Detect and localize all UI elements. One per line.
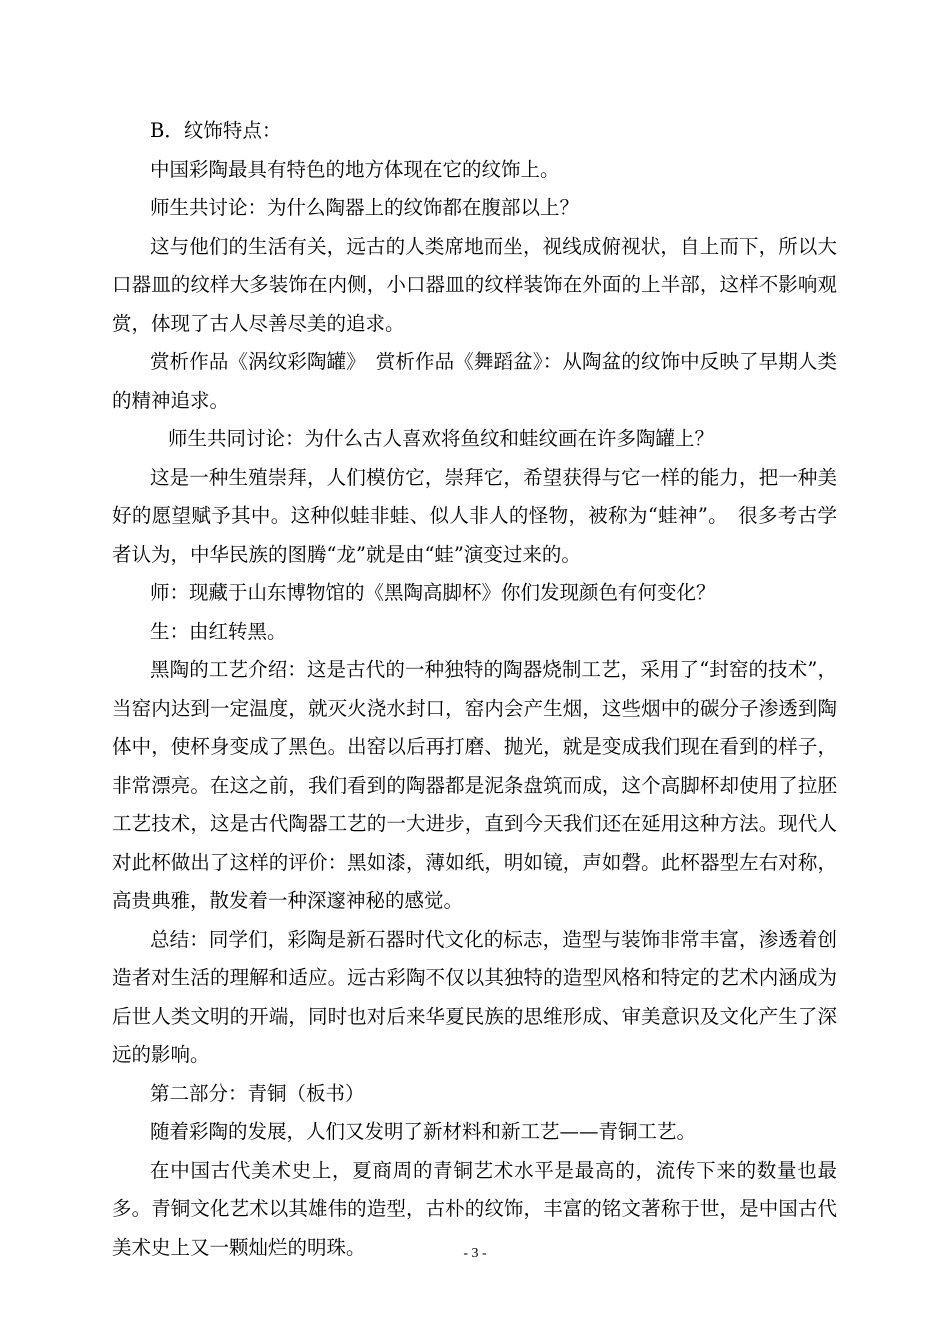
paragraph: 师生共同讨论：为什么古人喜欢将鱼纹和蛙纹画在许多陶罐上？: [168, 427, 715, 450]
paragraph: 赏析作品《涡纹彩陶罐》 赏析作品《舞蹈盆》：从陶盆的纹饰中反映了早期人类的精神追求。: [112, 350, 837, 412]
paragraph: 随着彩陶的发展，人们又发明了新材料和新工艺——青铜工艺。: [150, 1120, 697, 1143]
paragraph: 总结：同学们，彩陶是新石器时代文化的标志，造型与装饰非常丰富，渗透着创造者对生活的理解和适应。远古彩陶不仅以其独特的造型风格和特定的艺术内涵成为后世人类文明的开端，同时也对后来华夏民族的思维形成、审美意识及文化产生了深远的影响。: [112, 927, 837, 1066]
paragraph: 在中国古代美术史上，夏商周的青铜艺术水平是最高的，流传下来的数量也最多。青铜文化艺术以其雄伟的造型，古朴的纹饰，丰富的铭文著称于世，是中国古代美术史上又一颗灿烂的明珠。: [112, 1158, 837, 1259]
section-heading-bronze: 第二部分：青铜（板书）: [150, 1081, 365, 1105]
document-body: [112, 112, 837, 1267]
paragraph: 生：由红转黑。: [150, 619, 287, 643]
section-heading-pattern-features: B．纹饰特点：: [150, 119, 282, 142]
paragraph: 师生共讨论：为什么陶器上的纹饰都在腹部以上？: [150, 196, 580, 219]
paragraph: 这与他们的生活有关，远古的人类席地而坐，视线成俯视状，自上而下，所以大口器皿的纹样大多装饰在内侧，小口器皿的纹样装饰在外面的上半部，这样不影响观赏，体现了古人尽善尽美的追求。: [112, 234, 837, 335]
paragraph: 黑陶的工艺介绍：这是古代的一种独特的陶器烧制工艺，采用了“封窑的技术”，当窑内达到一定温度，就灭火浇水封口，窑内会产生烟，这些烟中的碳分子渗透到陶体中，使杯身变成了黑色。出窑以后再打磨、抛光，就是变成我们现在看到的样子，非常漂亮。在这之前，我们看到的陶器都是泥条盘筑而成，这个高脚杯却使用了拉胚工艺技术，这是古代陶器工艺的一大进步，直到今天我们还在延用这种方法。现代人对此杯做出了这样的评价：黑如漆，薄如纸，明如镜，声如磬。此杯器型左右对称，高贵典雅，散发着一种深邃神秘的感觉。: [112, 658, 837, 912]
paragraph: 中国彩陶最具有特色的地方体现在它的纹饰上。: [150, 157, 560, 181]
page-number: - 3 -: [463, 1246, 487, 1261]
paragraph: 师：现藏于山东博物馆的《黑陶高脚杯》你们发现颜色有何变化？: [150, 581, 716, 604]
paragraph: 这是一种生殖崇拜，人们模仿它，崇拜它，希望获得与它一样的能力，把一种美好的愿望赋予其中。这种似蛙非蛙、似人非人的怪物，被称为“蛙神”。 很多考古学者认为，中华民族的图腾“龙”就是由“蛙”演变过来的。: [112, 465, 837, 566]
